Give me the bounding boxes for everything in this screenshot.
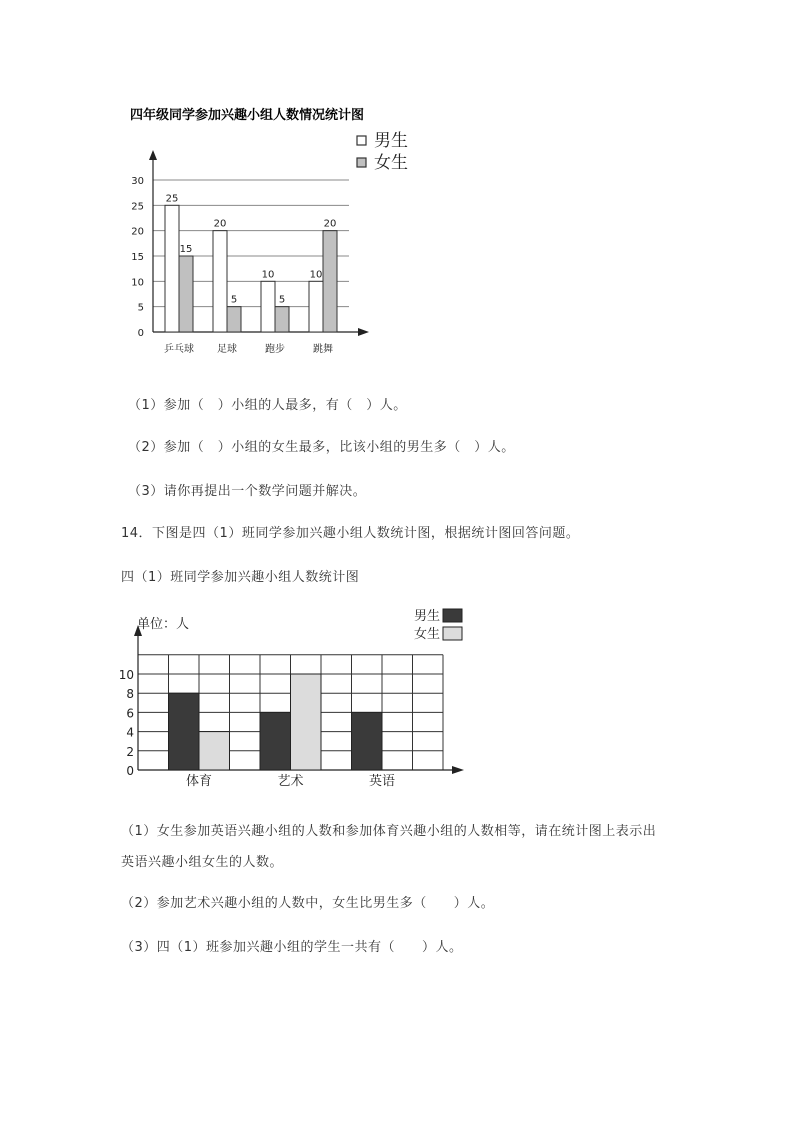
question-2-girls-most: （2）参加（ ）小组的女生最多，比该小组的男生多（ ）人。 xyxy=(128,440,515,455)
question-2-2: （2）参加艺术兴趣小组的人数中，女生比男生多（ ）人。 xyxy=(121,896,495,911)
chart1-data-label: 10 xyxy=(309,269,323,281)
chart1-y-tick-label: 10 xyxy=(131,277,144,289)
question-3-propose: （3）请你再提出一个数学问题并解决。 xyxy=(128,484,367,499)
chart1-category-label: 足球 xyxy=(217,344,237,355)
chart2-y-tick-label: 4 xyxy=(126,725,134,740)
chart2-bar-girls xyxy=(291,674,322,770)
chart1-data-label: 5 xyxy=(278,294,286,306)
chart2-y-tick-label: 10 xyxy=(118,668,134,682)
chart2-legend-label: 女生 xyxy=(413,627,440,642)
chart1-data-label: 20 xyxy=(323,218,337,230)
chart2-category-label: 体育 xyxy=(185,774,213,789)
chart2-category-label: 艺术 xyxy=(277,774,304,789)
question-1-most: （1）参加（ ）小组的人最多，有（ ）人。 xyxy=(128,398,407,413)
question-2-3: （3）四（1）班参加兴趣小组的学生一共有（ ）人。 xyxy=(121,940,463,955)
chart1-category-label: 跑步 xyxy=(265,344,285,355)
chart2-category-label: 英语 xyxy=(368,774,396,789)
chart1-y-tick-label: 15 xyxy=(131,252,144,263)
chart2-x-axis-arrow xyxy=(452,766,464,774)
chart1-y-tick-label: 20 xyxy=(131,226,144,238)
chart1-category-label: 乒乓球 xyxy=(164,344,194,355)
chart2-y-tick-label: 0 xyxy=(126,764,134,778)
chart1-data-label: 15 xyxy=(179,244,193,255)
chart2-bar-boys xyxy=(260,712,291,770)
chart1-title: 四年级同学参加兴趣小组人数情况统计图 xyxy=(130,108,365,123)
chart2-legend-swatch-girls xyxy=(443,627,462,640)
chart2-legend-label: 男生 xyxy=(413,609,440,624)
chart2-y-tick-label: 2 xyxy=(126,744,134,759)
chart1-y-tick-label: 5 xyxy=(137,302,144,314)
chart2-unit-label: 单位：人 xyxy=(137,617,190,632)
chart1-data-label: 10 xyxy=(261,269,275,281)
chart1-legend-label: 男生 xyxy=(374,131,408,151)
chart2-y-tick-label: 6 xyxy=(126,706,134,721)
question-2-1-line2: 英语兴趣小组女生的人数。 xyxy=(121,855,284,870)
chart1-data-label: 5 xyxy=(230,294,238,306)
chart1-category-label: 跳舞 xyxy=(313,344,333,355)
chart1-y-tick-label: 30 xyxy=(131,176,144,187)
chart1-legend-label: 女生 xyxy=(374,153,408,173)
chart2-bar-boys xyxy=(169,693,200,770)
chart1-data-label: 25 xyxy=(165,193,179,205)
chart2-y-tick-label: 8 xyxy=(126,687,134,702)
chart1-y-tick-label: 0 xyxy=(137,328,144,339)
problem-14-statement: 14．下图是四（1）班同学参加兴趣小组人数统计图，根据统计图回答问题。 xyxy=(121,526,580,541)
chart1-data-label: 20 xyxy=(213,218,227,230)
chart2-legend-swatch-boys xyxy=(443,609,462,622)
chart2-bar-girls xyxy=(199,732,230,770)
question-2-1-line1: （1）女生参加英语兴趣小组的人数和参加体育兴趣小组的人数相等，请在统计图上表示出 xyxy=(121,824,657,839)
chart2-caption: 四（1）班同学参加兴趣小组人数统计图 xyxy=(121,570,360,585)
chart1-y-tick-label: 25 xyxy=(131,201,144,213)
chart2-bar-boys xyxy=(352,712,383,770)
